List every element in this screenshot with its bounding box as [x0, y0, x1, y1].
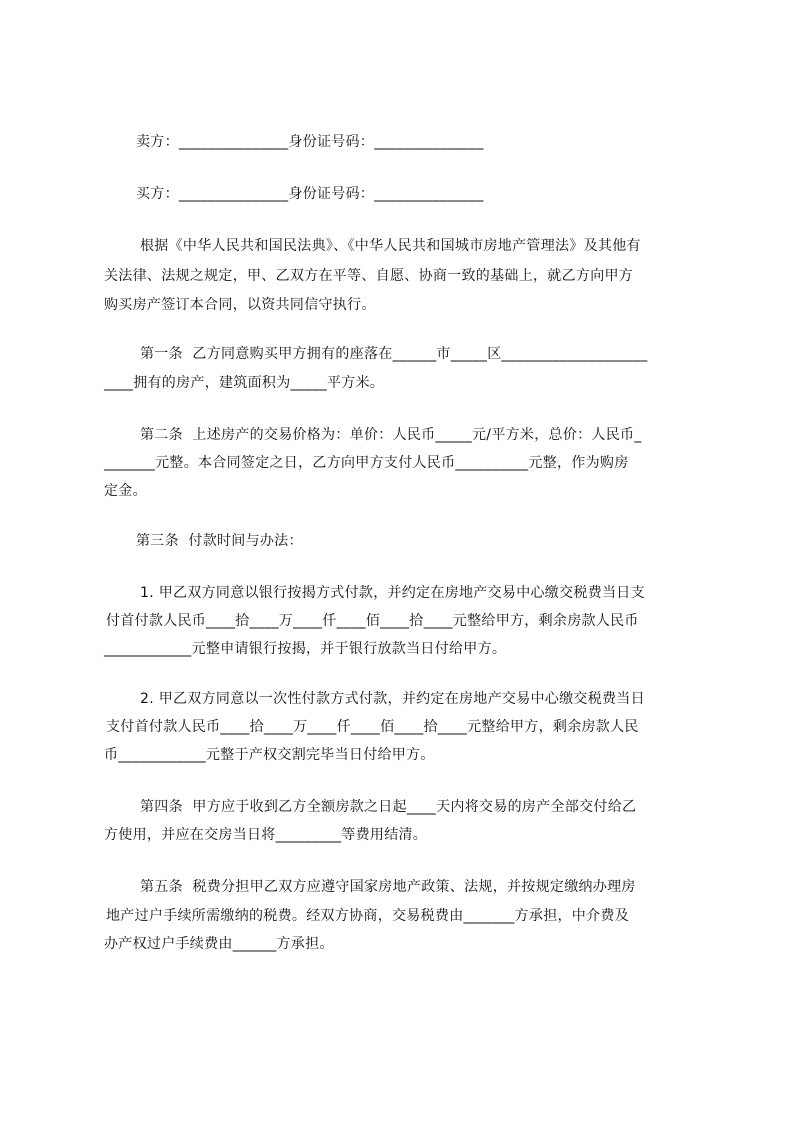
article4-line-1: 第四条 甲方应于收到乙方全额房款之日起____天内将交易的房产全部交付给乙: [140, 799, 637, 815]
article3-title: 第三条 付款时间与办法：: [136, 533, 303, 549]
article1-line-2: ____拥有的房产，建筑面积为_____平方米。: [104, 375, 385, 391]
article2-line-3: 定金。: [104, 483, 147, 499]
article3-item2-line-3: 币____________元整于产权交割完毕当日付给甲方。: [104, 747, 435, 763]
article5-line-2: 地产过户手续所需缴纳的税费。经双方协商，交易税费由_______方承担，中介费及: [106, 908, 629, 924]
seller-line: 卖方：_______________身份证号码：_______________: [136, 134, 484, 150]
buyer-line: 买方：_______________身份证号码：_______________: [136, 186, 484, 202]
article2-line-1: 第二条 上述房产的交易价格为：单价：人民币_____元/平方米，总价：人民币_: [140, 427, 642, 443]
article3-item1-line-3: ____________元整申请银行按揭，并于银行放款当日付给甲方。: [104, 641, 507, 657]
article5-line-1: 第五条 税费分担甲乙双方应遵守国家房地产政策、法规，并按规定缴纳办理房: [140, 879, 636, 895]
article5-line-3: 办产权过户手续费由______方承担。: [104, 936, 334, 952]
article3-item1-line-1: 1. 甲乙双方同意以银行按揭方式付款，并约定在房地产交易中心缴交税费当日支: [140, 585, 645, 601]
preamble-line-2: 关法律、法规之规定，甲、乙双方在平等、自愿、协商一致的基础上，就乙方向甲方: [104, 268, 634, 284]
article2-line-2: _______元整。本合同签定之日，乙方向甲方支付人民币__________元整，作为购房: [104, 455, 629, 471]
preamble-line-3: 购买房产签订本合同，以资共同信守执行。: [104, 297, 376, 313]
article3-item2-line-1: 2. 甲乙双方同意以一次性付款方式付款，并约定在房地产交易中心缴交税费当日: [140, 691, 645, 707]
article1-line-1: 第一条 乙方同意购买甲方拥有的座落在______市_____区____________________: [140, 346, 648, 362]
article3-item1-line-2: 付首付款人民币____拾____万____仟____佰____拾____元整给甲方，剩余房款人民币: [106, 613, 639, 629]
preamble-line-1: 根据《中华人民共和国民法典》、《中华人民共和国城市房地产管理法》及其他有: [140, 238, 641, 254]
article4-line-2: 方使用，并应在交房当日将_________等费用结清。: [104, 827, 428, 843]
article3-item2-line-2: 支付首付款人民币____拾____万____仟____佰____拾____元整给甲方，剩余房款人民: [106, 719, 639, 735]
